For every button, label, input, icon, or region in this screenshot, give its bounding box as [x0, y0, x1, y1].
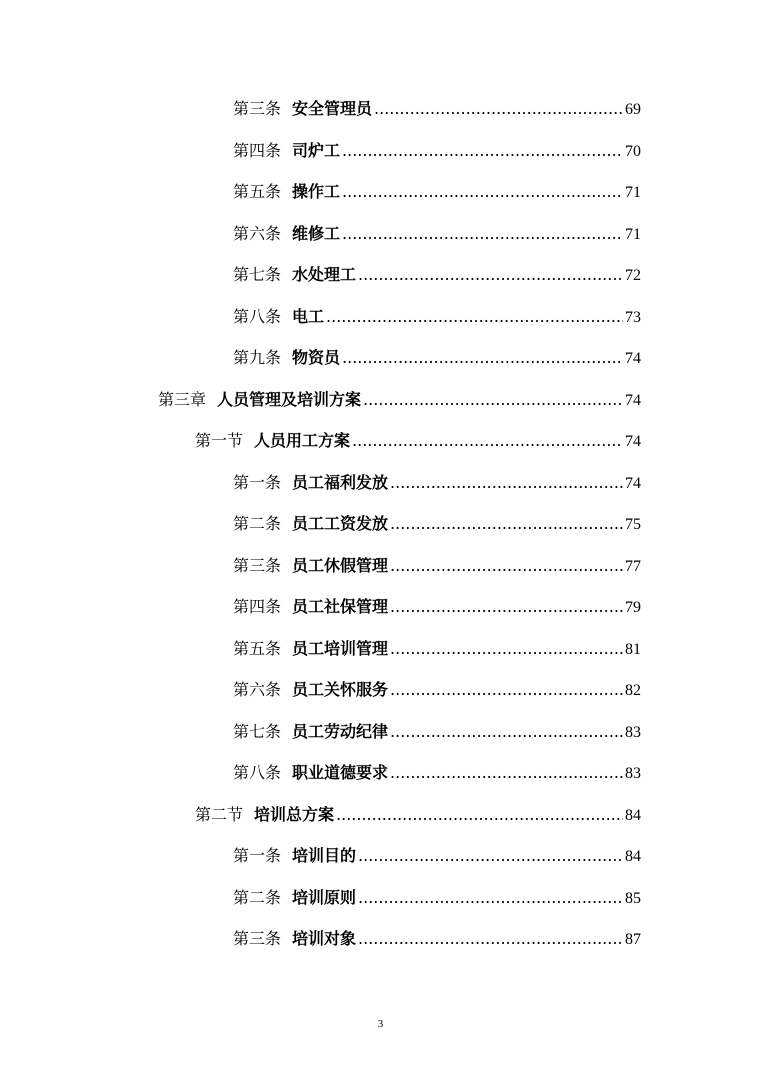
- toc-entry-number: 第一条: [233, 846, 282, 865]
- toc-entry-page: 73: [625, 309, 641, 326]
- toc-leader-dots: [390, 595, 623, 619]
- toc-entry-number: 第一条: [233, 473, 282, 492]
- toc-entry-title: 职业道德要求: [292, 763, 389, 782]
- toc-leader-dots: [358, 886, 623, 910]
- toc-leader-dots: [390, 761, 623, 785]
- toc-entry-number: 第二条: [233, 888, 282, 907]
- toc-leader-dots: [342, 180, 623, 204]
- toc-entry[interactable]: [233, 720, 641, 744]
- toc-entry-number: 第三章: [158, 390, 207, 409]
- toc-entry-number: 第七条: [233, 265, 282, 284]
- toc-entry[interactable]: [233, 761, 641, 785]
- toc-entry[interactable]: [233, 512, 641, 536]
- toc-entry-page: 83: [625, 765, 641, 782]
- toc-entry-number: 第四条: [233, 141, 282, 160]
- toc-entry-page: 71: [625, 226, 641, 243]
- toc-leader-dots: [358, 927, 623, 951]
- toc-entry-number: 第八条: [233, 763, 282, 782]
- toc-leader-dots: [336, 803, 623, 827]
- toc-entry[interactable]: [233, 637, 641, 661]
- toc-leader-dots: [352, 429, 623, 453]
- toc-entry-page: 83: [625, 724, 641, 741]
- toc-leader-dots: [390, 554, 623, 578]
- toc-entry-title: 培训原则: [292, 888, 357, 907]
- toc-entry-title: 培训目的: [292, 846, 357, 865]
- toc-leader-dots: [342, 222, 623, 246]
- toc-entry-number: 第七条: [233, 722, 282, 741]
- toc-entry[interactable]: [233, 471, 641, 495]
- toc-entry-page: 69: [625, 101, 641, 118]
- toc-entry[interactable]: [233, 97, 641, 121]
- toc-entry-title: 维修工: [292, 224, 341, 243]
- toc-entry-title: 操作工: [292, 182, 341, 201]
- toc-entry[interactable]: [233, 222, 641, 246]
- toc-entry-page: 74: [625, 433, 641, 450]
- toc-entry-title: 人员用工方案: [254, 431, 351, 450]
- toc-entry[interactable]: [233, 927, 641, 951]
- toc-entry-page: 72: [625, 267, 641, 284]
- toc-entry-page: 87: [625, 931, 641, 948]
- toc-entry-title: 员工劳动纪律: [292, 722, 389, 741]
- toc-entry[interactable]: [233, 844, 641, 868]
- toc-entry-title: 员工培训管理: [292, 639, 389, 658]
- toc-entry-page: 70: [625, 143, 641, 160]
- toc-entry-page: 74: [625, 350, 641, 367]
- toc-entry-title: 物资员: [292, 348, 341, 367]
- toc-leader-dots: [390, 471, 623, 495]
- toc-entry-page: 81: [625, 641, 641, 658]
- toc-entry-title: 安全管理员: [292, 99, 373, 118]
- toc-entry-page: 84: [625, 848, 641, 865]
- toc-entry-title: 电工: [292, 307, 325, 326]
- toc-entry-title: 培训总方案: [254, 805, 335, 824]
- toc-leader-dots: [390, 720, 623, 744]
- toc-entry-title: 员工关怀服务: [292, 680, 389, 699]
- toc-leader-dots: [342, 139, 623, 163]
- toc-entry-title: 培训对象: [292, 929, 357, 948]
- toc-leader-dots: [358, 844, 623, 868]
- toc-entry[interactable]: [233, 595, 641, 619]
- toc-section-entry[interactable]: [195, 429, 641, 453]
- toc-entry-page: 79: [625, 599, 641, 616]
- toc-leader-dots: [342, 346, 623, 370]
- toc-entry-number: 第五条: [233, 182, 282, 201]
- toc-entry-title: 司炉工: [292, 141, 341, 160]
- toc-chapter-entry[interactable]: [158, 388, 641, 412]
- toc-entry-number: 第九条: [233, 348, 282, 367]
- toc-entry-number: 第二节: [195, 805, 244, 824]
- toc-entry-number: 第三条: [233, 556, 282, 575]
- toc-entry[interactable]: [233, 678, 641, 702]
- page-number: 3: [377, 1018, 384, 1030]
- toc-entry-number: 第二条: [233, 514, 282, 533]
- toc-leader-dots: [374, 97, 623, 121]
- toc-leader-dots: [390, 512, 623, 536]
- toc-entry-title: 员工休假管理: [292, 556, 389, 575]
- toc-entry[interactable]: [233, 554, 641, 578]
- toc-section-entry[interactable]: [195, 803, 641, 827]
- toc-entry-number: 第三条: [233, 929, 282, 948]
- toc-entry-number: 第六条: [233, 224, 282, 243]
- toc-entry-number: 第六条: [233, 680, 282, 699]
- toc-entry-page: 77: [625, 558, 641, 575]
- toc-leader-dots: [358, 263, 623, 287]
- toc-entry-number: 第四条: [233, 597, 282, 616]
- toc-leader-dots: [390, 637, 623, 661]
- toc-entry-page: 71: [625, 184, 641, 201]
- toc-entry-title: 员工社保管理: [292, 597, 389, 616]
- toc-entry-number: 第八条: [233, 307, 282, 326]
- toc-entry[interactable]: [233, 886, 641, 910]
- toc-entry-title: 员工福利发放: [292, 473, 389, 492]
- toc-entry[interactable]: [233, 180, 641, 204]
- toc-entry[interactable]: [233, 305, 641, 329]
- toc-leader-dots: [326, 305, 623, 329]
- toc-entry[interactable]: [233, 263, 641, 287]
- toc-entry-page: 82: [625, 682, 641, 699]
- toc-entry[interactable]: [233, 139, 641, 163]
- toc-entry-number: 第三条: [233, 99, 282, 118]
- toc-entry-number: 第五条: [233, 639, 282, 658]
- toc-entry-page: 84: [625, 807, 641, 824]
- toc-entry-page: 75: [625, 516, 641, 533]
- toc-entry-title: 水处理工: [292, 265, 357, 284]
- toc-leader-dots: [390, 678, 623, 702]
- toc-entry-page: 74: [625, 392, 641, 409]
- toc-entry-title: 人员管理及培训方案: [217, 390, 362, 409]
- toc-leader-dots: [363, 388, 623, 412]
- toc-entry-page: 85: [625, 890, 641, 907]
- toc-entry[interactable]: [233, 346, 641, 370]
- toc-entry-page: 74: [625, 475, 641, 492]
- toc-entry-number: 第一节: [195, 431, 244, 450]
- toc-entry-title: 员工工资发放: [292, 514, 389, 533]
